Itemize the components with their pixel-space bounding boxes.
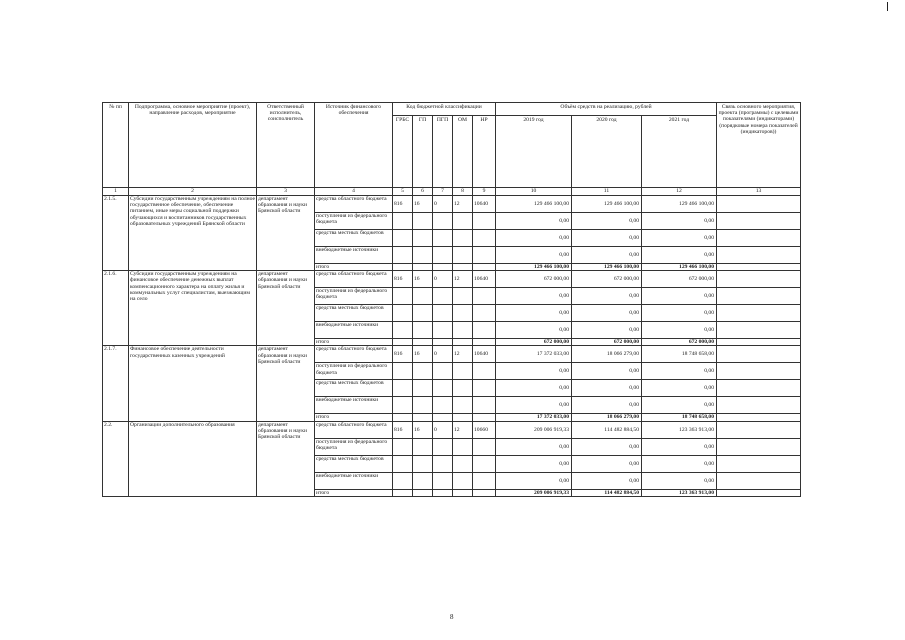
budget-code-cell: 816 [393,196,413,213]
budget-code-cell [453,264,473,271]
budget-code-cell [393,339,413,346]
header-budget-code: Код бюджетной классификации [393,103,496,116]
link-cell [717,421,801,438]
source-label: внебюджетные источники [315,472,393,489]
amount-cell: 209 006 919,33 [496,489,572,496]
budget-code-cell [413,322,433,339]
amount-cell: 129 466 100,00 [572,196,642,213]
row-name: Субсидии государственным учреждениям на финансовое обеспечение денежных выплат компенсационного характера на оплату жилья и коммунальных услуг специалистам, выезжающим на село [129,271,257,346]
page-number: 8 [450,613,454,621]
amount-cell: 0,00 [642,288,717,305]
budget-code-cell [433,489,453,496]
budget-code-cell [473,455,496,472]
source-label: средства местных бюджетов [315,455,393,472]
budget-code-cell [393,322,413,339]
budget-code-cell [393,213,413,230]
amount-cell: 0,00 [496,472,572,489]
source-label: поступления из федерального бюджета [315,213,393,230]
budget-code-cell [413,363,433,380]
budget-code-cell [433,455,453,472]
amount-cell: 0,00 [496,288,572,305]
amount-cell: 0,00 [572,230,642,247]
budget-code-cell: 0 [433,196,453,213]
budget-code-cell [393,414,413,421]
amount-cell: 672 000,00 [642,339,717,346]
table-row [103,346,801,363]
budget-code-cell [433,339,453,346]
source-label: поступления из федерального бюджета [315,438,393,455]
budget-code-cell [473,339,496,346]
amount-cell: 0,00 [642,397,717,414]
header-num: № пп [103,103,129,188]
link-cell [717,380,801,397]
scan-edge-mark [887,2,888,11]
header-code-gp: ГП [413,116,433,188]
amount-cell: 18 748 658,00 [642,414,717,421]
amount-cell: 129 466 100,00 [572,264,642,271]
link-cell [717,305,801,322]
budget-code-cell: 12 [453,421,473,438]
column-number: 3 [257,188,315,196]
budget-code-cell [433,322,453,339]
budget-code-cell: 0 [433,421,453,438]
column-number: 9 [473,188,496,196]
budget-code-cell [393,264,413,271]
link-cell [717,288,801,305]
column-number: 7 [433,188,453,196]
budget-code-cell [473,472,496,489]
link-cell [717,339,801,346]
amount-cell: 114 482 884,50 [572,489,642,496]
amount-cell: 0,00 [572,363,642,380]
source-label: итого [315,264,393,271]
budget-code-cell [473,397,496,414]
amount-cell: 0,00 [642,247,717,264]
budget-table-container [102,102,801,497]
amount-cell: 17 372 033,00 [496,414,572,421]
amount-cell: 129 466 100,00 [642,196,717,213]
budget-code-cell [413,230,433,247]
source-label: поступления из федерального бюджета [315,288,393,305]
amount-cell: 0,00 [496,455,572,472]
budget-code-cell [433,397,453,414]
header-volume: Объём средств на реализацию, рублей [496,103,717,116]
header-year-2019: 2019 год [496,116,572,188]
budget-code-cell [393,489,413,496]
link-cell [717,489,801,496]
amount-cell: 672 000,00 [642,271,717,288]
amount-cell: 114 482 884,50 [572,421,642,438]
source-label: средства местных бюджетов [315,305,393,322]
row-executor: департамент образования и науки Брянской области [257,196,315,271]
amount-cell: 209 006 919,33 [496,421,572,438]
row-executor: департамент образования и науки Брянской области [257,421,315,496]
budget-code-cell [393,247,413,264]
budget-code-cell: 16 [413,196,433,213]
budget-code-cell [433,264,453,271]
amount-cell: 0,00 [572,213,642,230]
row-executor: департамент образования и науки Брянской области [257,346,315,421]
budget-code-cell [413,455,433,472]
amount-cell: 0,00 [572,455,642,472]
amount-cell: 0,00 [496,247,572,264]
header-year-2021: 2021 год [642,116,717,188]
budget-code-cell: 10660 [473,421,496,438]
budget-code-cell [473,489,496,496]
budget-code-cell: 10640 [473,271,496,288]
header-source: Источник финансового обеспечения [315,103,393,188]
amount-cell: 0,00 [496,363,572,380]
header-name: Подпрограмма, основное мероприятие (проект), направление расходов, мероприятие [129,103,257,188]
source-label: поступления из федерального бюджета [315,363,393,380]
budget-code-cell [453,288,473,305]
budget-code-cell [433,380,453,397]
header-year-2020: 2020 год [572,116,642,188]
amount-cell: 129 466 100,00 [496,196,572,213]
amount-cell: 0,00 [642,230,717,247]
source-label: средства местных бюджетов [315,380,393,397]
row-name: Финансовое обеспечение деятельности государственных казенных учреждений [129,346,257,421]
budget-code-cell [453,472,473,489]
budget-code-cell [473,438,496,455]
source-label: внебюджетные источники [315,397,393,414]
source-label: средства областного бюджета [315,271,393,288]
header-link: Связь основного мероприятия, проекта (программы) с целевыми показателями (индикаторами) (порядковые номера показателей (индикаторов)) [717,103,801,188]
budget-code-cell [433,363,453,380]
amount-cell: 0,00 [496,380,572,397]
amount-cell: 0,00 [572,380,642,397]
amount-cell: 0,00 [572,322,642,339]
budget-code-cell [393,438,413,455]
column-number: 13 [717,188,801,196]
column-number: 2 [129,188,257,196]
amount-cell: 0,00 [496,230,572,247]
budget-code-cell [433,305,453,322]
budget-code-cell [453,363,473,380]
budget-code-cell [433,247,453,264]
budget-code-cell [453,213,473,230]
amount-cell: 0,00 [642,472,717,489]
budget-code-cell [433,472,453,489]
budget-code-cell [433,213,453,230]
table-row [103,421,801,438]
column-number-row [103,188,801,196]
budget-code-cell [453,438,473,455]
budget-code-cell [393,363,413,380]
budget-code-cell [453,397,473,414]
budget-code-cell [453,414,473,421]
header-code-om: ОМ [453,116,473,188]
budget-code-cell [453,247,473,264]
amount-cell: 18 066 279,00 [572,346,642,363]
source-label: итого [315,489,393,496]
budget-code-cell [473,305,496,322]
row-number: 2.1.6. [103,271,129,346]
budget-code-cell [453,455,473,472]
amount-cell: 0,00 [642,438,717,455]
header-code-grbs: ГРБС [393,116,413,188]
budget-code-cell [393,288,413,305]
budget-table [102,102,801,497]
amount-cell: 0,00 [496,438,572,455]
column-number: 1 [103,188,129,196]
source-label: внебюджетные источники [315,322,393,339]
link-cell [717,472,801,489]
link-cell [717,196,801,213]
budget-code-cell: 12 [453,346,473,363]
source-label: средства областного бюджета [315,421,393,438]
link-cell [717,322,801,339]
amount-cell: 672 000,00 [496,271,572,288]
column-number: 10 [496,188,572,196]
budget-code-cell [453,230,473,247]
source-label: итого [315,339,393,346]
table-row [103,196,801,213]
budget-code-cell [473,363,496,380]
budget-code-cell [453,305,473,322]
amount-cell: 0,00 [496,397,572,414]
amount-cell: 0,00 [642,322,717,339]
budget-code-cell: 10640 [473,196,496,213]
row-number: 2.1.5. [103,196,129,271]
amount-cell: 0,00 [496,213,572,230]
amount-cell: 0,00 [572,247,642,264]
link-cell [717,455,801,472]
link-cell [717,271,801,288]
header-code-pgp: ПГП [433,116,453,188]
source-label: внебюджетные источники [315,247,393,264]
column-number: 8 [453,188,473,196]
amount-cell: 0,00 [572,438,642,455]
budget-code-cell [433,438,453,455]
amount-cell: 129 466 100,00 [496,264,572,271]
link-cell [717,397,801,414]
source-label: средства областного бюджета [315,346,393,363]
link-cell [717,247,801,264]
budget-code-cell [413,305,433,322]
budget-code-cell [393,380,413,397]
budget-code-cell [453,380,473,397]
budget-code-cell [393,305,413,322]
link-cell [717,363,801,380]
budget-code-cell [473,322,496,339]
amount-cell: 0,00 [642,213,717,230]
budget-code-cell [413,438,433,455]
column-number: 4 [315,188,393,196]
source-label: итого [315,414,393,421]
budget-code-cell [433,288,453,305]
budget-code-cell [473,264,496,271]
budget-code-cell: 16 [413,271,433,288]
amount-cell: 0,00 [642,380,717,397]
amount-cell: 0,00 [642,455,717,472]
budget-code-cell [413,247,433,264]
amount-cell: 17 372 033,00 [496,346,572,363]
budget-code-cell: 816 [393,271,413,288]
budget-code-cell: 816 [393,346,413,363]
amount-cell: 0,00 [572,305,642,322]
table-row [103,271,801,288]
amount-cell: 0,00 [572,288,642,305]
budget-code-cell [473,213,496,230]
link-cell [717,346,801,363]
budget-code-cell [433,414,453,421]
amount-cell: 123 363 913,00 [642,421,717,438]
row-name: Субсидии государственным учреждениям на полное государственное обеспечение, обеспечение питанием, иные меры социальной поддержки обучающихся и воспитанников государственных образовательных учреждений Брянской области [129,196,257,271]
budget-code-cell [393,397,413,414]
amount-cell: 672 000,00 [572,339,642,346]
amount-cell: 0,00 [496,322,572,339]
amount-cell: 0,00 [496,305,572,322]
budget-code-cell: 10640 [473,346,496,363]
budget-code-cell [393,455,413,472]
link-cell [717,230,801,247]
header-executor: Ответственный исполнитель, соисполнитель [257,103,315,188]
row-name: Организации дополнительного образования [129,421,257,496]
budget-code-cell [413,213,433,230]
link-cell [717,264,801,271]
budget-code-cell: 12 [453,271,473,288]
row-number: 2.2. [103,421,129,496]
amount-cell: 123 363 913,00 [642,489,717,496]
link-cell [717,438,801,455]
budget-code-cell: 16 [413,421,433,438]
budget-code-cell: 816 [393,421,413,438]
budget-code-cell [453,339,473,346]
budget-code-cell [473,380,496,397]
budget-code-cell [473,414,496,421]
source-label: средства областного бюджета [315,196,393,213]
budget-code-cell [413,380,433,397]
budget-code-cell [393,230,413,247]
amount-cell: 0,00 [642,363,717,380]
source-label: средства местных бюджетов [315,230,393,247]
budget-code-cell [413,414,433,421]
budget-code-cell [413,264,433,271]
budget-code-cell: 16 [413,346,433,363]
budget-code-cell: 0 [433,346,453,363]
budget-code-cell [473,288,496,305]
budget-code-cell [413,397,433,414]
column-number: 5 [393,188,413,196]
budget-code-cell [453,489,473,496]
budget-code-cell [433,230,453,247]
budget-code-cell [473,230,496,247]
budget-code-cell: 0 [433,271,453,288]
amount-cell: 0,00 [572,397,642,414]
amount-cell: 18 066 279,00 [572,414,642,421]
amount-cell: 18 748 658,00 [642,346,717,363]
amount-cell: 672 000,00 [496,339,572,346]
link-cell [717,213,801,230]
amount-cell: 0,00 [642,305,717,322]
row-number: 2.1.7. [103,346,129,421]
column-number: 12 [642,188,717,196]
budget-code-cell [413,288,433,305]
row-executor: департамент образования и науки Брянской области [257,271,315,346]
amount-cell: 129 466 100,00 [642,264,717,271]
budget-code-cell [473,247,496,264]
budget-code-cell: 12 [453,196,473,213]
column-number: 6 [413,188,433,196]
budget-code-cell [413,489,433,496]
budget-code-cell [393,472,413,489]
budget-code-cell [453,322,473,339]
column-number: 11 [572,188,642,196]
budget-code-cell [413,339,433,346]
amount-cell: 0,00 [572,472,642,489]
amount-cell: 672 000,00 [572,271,642,288]
header-code-nr: НР [473,116,496,188]
budget-code-cell [413,472,433,489]
link-cell [717,414,801,421]
